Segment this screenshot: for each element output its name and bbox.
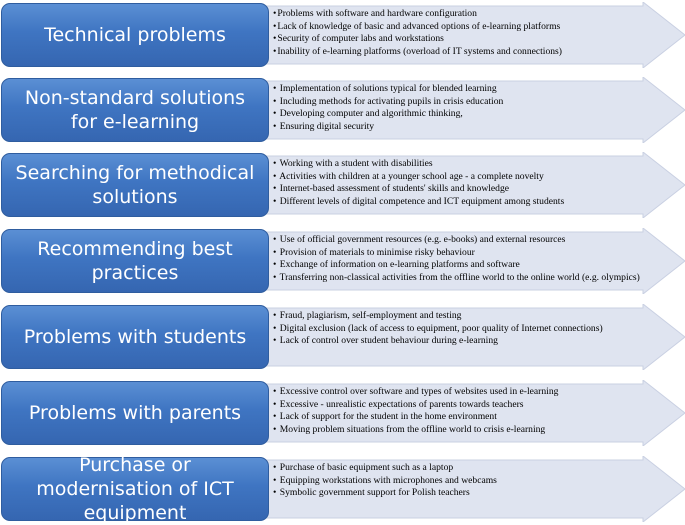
category-box xyxy=(1,3,269,67)
diagram-row-3 xyxy=(0,152,685,218)
category-box xyxy=(1,229,269,293)
bullet-item: • Moving problem situations from the offline world to crisis e-learning xyxy=(273,424,653,437)
category-title: Problems with students xyxy=(23,326,247,348)
bullet-list xyxy=(273,386,653,436)
bullet-item: • Problems with software and hardware configuration xyxy=(273,8,653,21)
diagram-row-1 xyxy=(0,2,685,68)
category-title: Technical problems xyxy=(44,24,226,46)
category-box xyxy=(1,305,269,369)
diagram-row-6 xyxy=(0,380,685,446)
bullet-item: • Internet-based assessment of students' skills and knowledge xyxy=(273,183,653,196)
bullet-item: • Digital exclusion (lack of access to equipment, poor quality of Internet connections) xyxy=(273,323,653,336)
bullet-item: • Ensuring digital security xyxy=(273,121,653,134)
bullet-item: • Symbolic government support for Polish teachers xyxy=(273,487,653,500)
category-title: Problems with parents xyxy=(28,402,242,424)
category-title: Purchase or modernisation of ICT equipment xyxy=(36,454,234,524)
bullet-item: • Excessive - unrealistic expectations of parents towards teachers xyxy=(273,399,653,412)
category-title: Recommending best practices xyxy=(37,238,233,284)
category-title: Searching for methodical solutions xyxy=(15,162,255,208)
bullet-item: • Purchase of basic equipment such as a laptop xyxy=(273,462,653,475)
bullet-item: • Fraud, plagiarism, self-employment and testing xyxy=(273,310,653,323)
bullet-item: • Working with a student with disabilities xyxy=(273,158,653,171)
bullet-item: • Developing computer and algorithmic thinking, xyxy=(273,108,653,121)
bullet-item: • Implementation of solutions typical for blended learning xyxy=(273,83,653,96)
bullet-list xyxy=(273,310,653,348)
bullet-item: • Lack of support for the student in the home environment xyxy=(273,411,653,424)
diagram-row-5 xyxy=(0,304,685,370)
category-title: Non-standard solutions for e-learning xyxy=(24,87,246,133)
bullet-item: • Excessive control over software and types of websites used in e-learning xyxy=(273,386,653,399)
bullet-item: • Security of computer labs and workstations xyxy=(273,33,653,46)
bullet-item: • Including methods for activating pupils in crisis education xyxy=(273,96,653,109)
category-box xyxy=(1,381,269,445)
bullet-list xyxy=(273,8,653,58)
bullet-item: • Different levels of digital competence and ICT equipment among students xyxy=(273,196,653,209)
category-box xyxy=(1,78,269,142)
bullet-item: • Provision of materials to minimise risky behaviour xyxy=(273,247,653,260)
bullet-list xyxy=(273,234,653,284)
category-box xyxy=(1,454,269,524)
bullet-list xyxy=(273,83,653,133)
bullet-list xyxy=(273,462,653,500)
bullet-item: • Equipping workstations with microphones and webcams xyxy=(273,475,653,488)
bullet-list xyxy=(273,158,653,208)
category-box xyxy=(1,153,269,217)
bullet-item: • Activities with children at a younger school age - a complete novelty xyxy=(273,171,653,184)
bullet-item: • Transferring non-classical activities from the offline world to the online world (e.g. olympics) xyxy=(273,272,653,285)
bullet-item: • Exchange of information on e-learning platforms and software xyxy=(273,259,653,272)
diagram-row-4 xyxy=(0,228,685,294)
diagram-row-2 xyxy=(0,77,685,143)
bullet-item: • Lack of control over student behaviour during e-learning xyxy=(273,335,653,348)
bullet-item: • Inability of e-learning platforms (overload of IT systems and connections) xyxy=(273,46,653,59)
bullet-item: • Use of official government resources (e.g. e-books) and external resources xyxy=(273,234,653,247)
bullet-item: • Lack of knowledge of basic and advanced options of e-learning platforms xyxy=(273,21,653,34)
diagram-row-7 xyxy=(0,456,685,522)
